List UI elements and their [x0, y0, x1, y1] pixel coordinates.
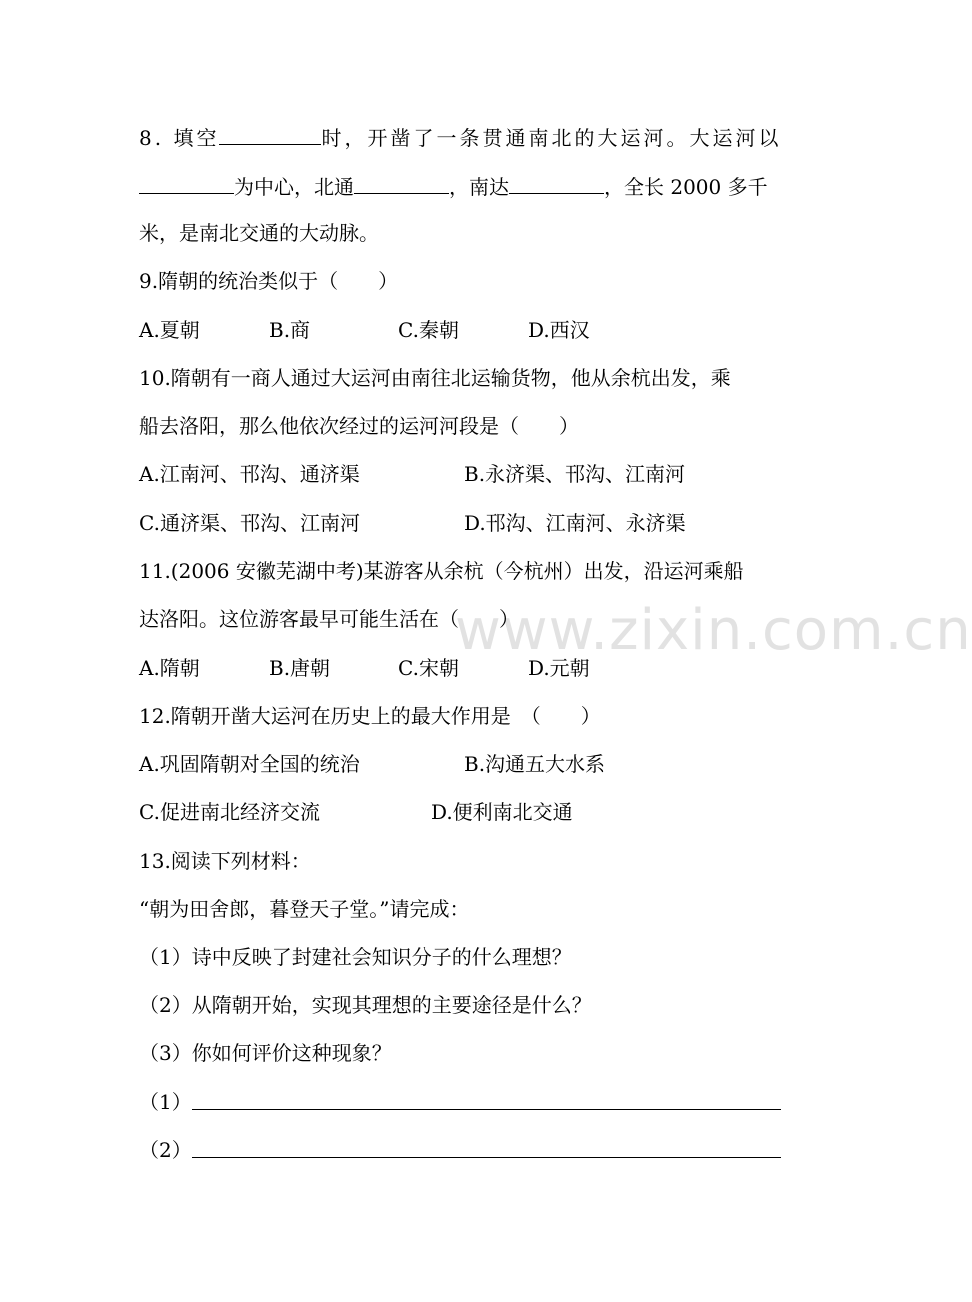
- answer-1-label: （1）: [139, 1090, 192, 1114]
- q11-option-b[interactable]: B.唐朝: [269, 656, 331, 680]
- q12-option-b[interactable]: B.沟通五大水系: [464, 752, 606, 776]
- answer-2-label: （2）: [139, 1138, 192, 1162]
- question-10-stem-line-2: 船去洛阳，那么他依次经过的运河河段是（ ）: [139, 414, 579, 438]
- q9-option-b[interactable]: B.商: [269, 318, 311, 342]
- q8-text-b: 时，开凿了一条贯通南北的大运河。大运河以: [321, 126, 782, 150]
- fill-blank-4[interactable]: [509, 173, 604, 194]
- question-13-sub-1: （1）诗中反映了封建社会知识分子的什么理想？: [139, 945, 572, 969]
- q8-text-e: ，全长 2000 多千: [604, 175, 768, 199]
- question-13-sub-3: （3）你如何评价这种现象？: [139, 1041, 392, 1065]
- q10-option-a[interactable]: A.江南河、邗沟、通济渠: [139, 462, 360, 486]
- answer-2-line[interactable]: [192, 1157, 781, 1158]
- question-10-stem-line-1: 10.隋朝有一商人通过大运河由南往北运输货物，他从余杭出发，乘: [139, 366, 731, 390]
- fill-blank-2[interactable]: [139, 173, 234, 194]
- question-13-sub-2: （2）从隋朝开始，实现其理想的主要途径是什么？: [139, 993, 592, 1017]
- q11-option-c[interactable]: C.宋朝: [398, 656, 459, 680]
- question-8-line-3: 米，是南北交通的大动脉。: [139, 221, 379, 245]
- q11-option-d[interactable]: D.元朝: [528, 656, 590, 680]
- q12-option-c[interactable]: C.促进南北经济交流: [139, 800, 320, 824]
- q11-option-a[interactable]: A.隋朝: [139, 656, 200, 680]
- fill-blank-3[interactable]: [354, 173, 449, 194]
- question-8-line-2: [139, 173, 768, 197]
- q10-option-d[interactable]: D.邗沟、江南河、永济渠: [464, 511, 686, 535]
- question-11-stem-line-2: 达洛阳。这位游客最早可能生活在（ ）: [139, 607, 519, 631]
- question-8-line-1: [139, 124, 781, 148]
- q9-option-d[interactable]: D.西汉: [528, 318, 590, 342]
- q12-option-d[interactable]: D.便利南北交通: [431, 800, 573, 824]
- answer-1-line[interactable]: [192, 1109, 781, 1110]
- fill-blank-1[interactable]: [219, 124, 321, 145]
- question-13-material: “朝为田舍郎，暮登天子堂。”请完成：: [139, 897, 470, 921]
- question-9-stem: 9.隋朝的统治类似于（ ）: [139, 269, 399, 293]
- question-13-stem: 13.阅读下列材料：: [139, 849, 311, 873]
- q8-text-c: 为中心，北通: [234, 175, 354, 199]
- question-12-stem: 12.隋朝开凿大运河在历史上的最大作用是 （ ）: [139, 704, 601, 728]
- q8-text-a: 8. 填空: [139, 126, 220, 150]
- watermark: www.zixin.com.cn: [455, 598, 972, 663]
- q9-option-c[interactable]: C.秦朝: [398, 318, 459, 342]
- q10-option-c[interactable]: C.通济渠、邗沟、江南河: [139, 511, 360, 535]
- q12-option-a[interactable]: A.巩固隋朝对全国的统治: [139, 752, 360, 776]
- q10-option-b[interactable]: B.永济渠、邗沟、江南河: [464, 462, 686, 486]
- q8-text-d: ，南达: [449, 175, 509, 199]
- question-11-stem-line-1: 11.(2006 安徽芜湖中考)某游客从余杭（今杭州）出发，沿运河乘船: [139, 559, 744, 583]
- q9-option-a[interactable]: A.夏朝: [139, 318, 200, 342]
